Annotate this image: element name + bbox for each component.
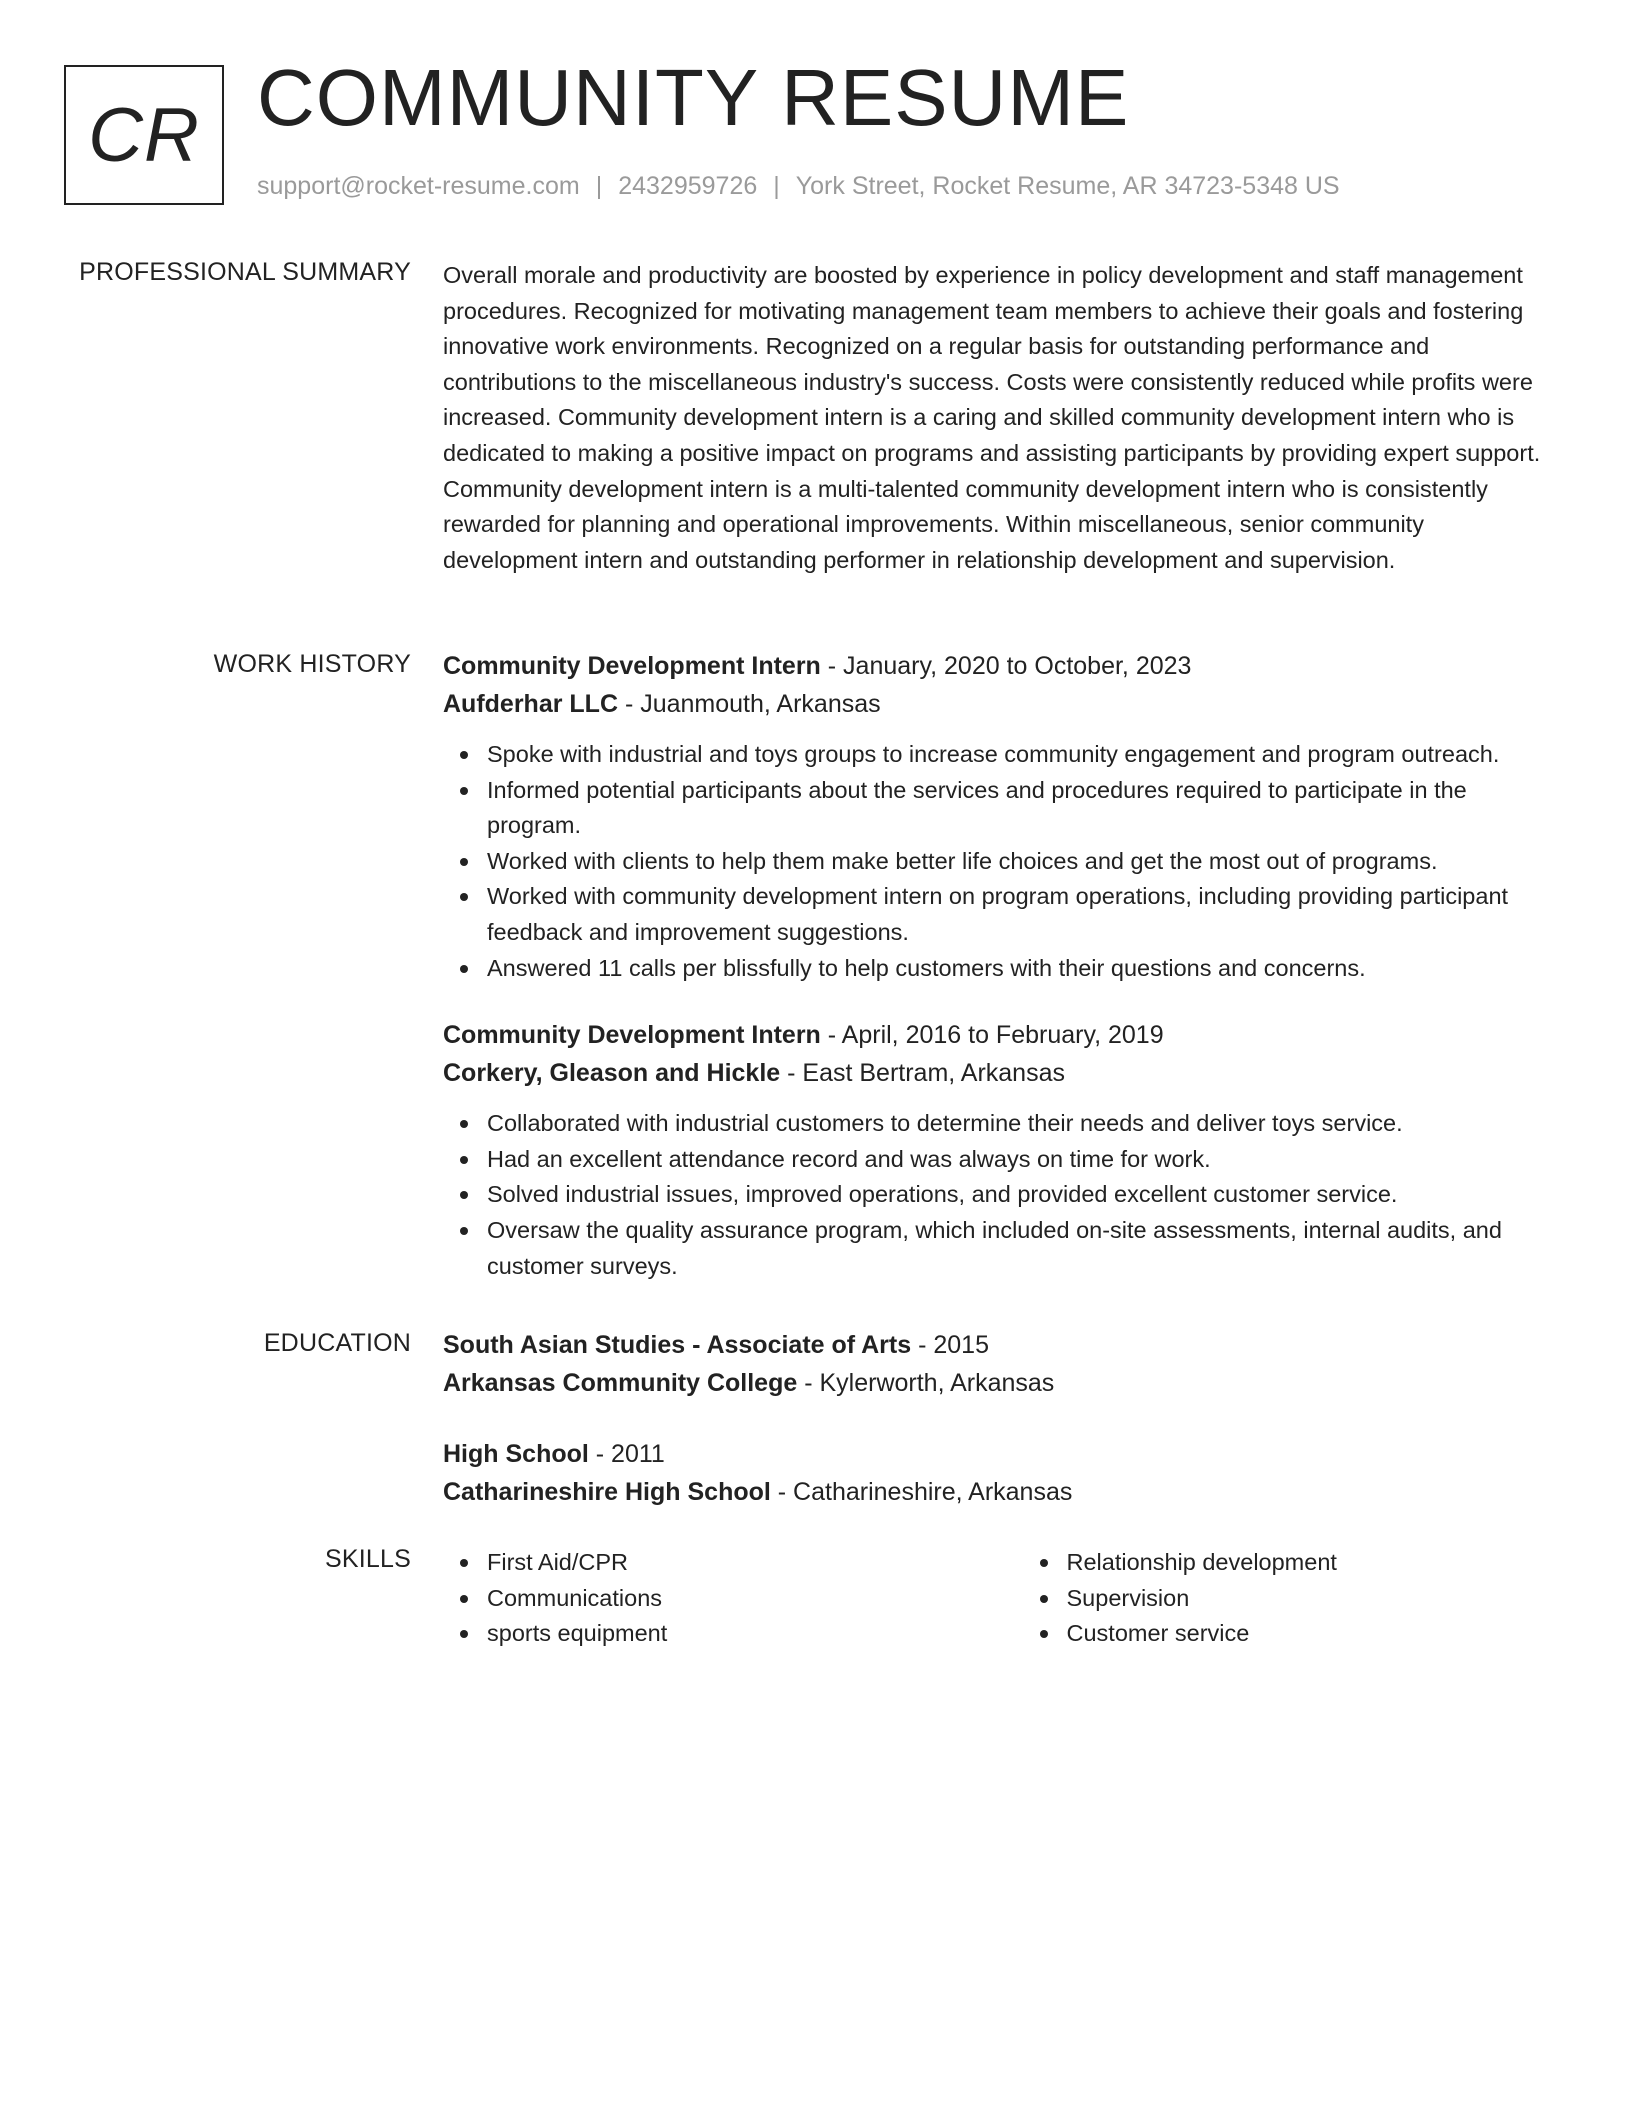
job-bullet: Solved industrial issues, improved operations, and provided excellent customer service. xyxy=(487,1177,1558,1213)
education-degree: High School xyxy=(443,1440,589,1468)
job-bullets xyxy=(443,1106,1558,1284)
skill-item: First Aid/CPR xyxy=(487,1545,979,1581)
job-bullet: Oversaw the quality assurance program, which included on-site assessments, internal audits, and customer surveys. xyxy=(487,1213,1558,1284)
job-location: - Juanmouth, Arkansas xyxy=(618,690,881,718)
job-title: Community Development Intern xyxy=(443,1021,821,1050)
skills-list-right xyxy=(1023,1545,1559,1652)
skills-body xyxy=(443,1545,1558,1652)
contact-email[interactable]: support@rocket-resume.com xyxy=(257,172,580,200)
education-year: - 2015 xyxy=(911,1331,989,1359)
skill-item: Customer service xyxy=(1067,1616,1559,1652)
skill-item: Communications xyxy=(487,1581,979,1617)
education-degree: South Asian Studies - Associate of Arts xyxy=(443,1331,912,1359)
skill-item: Relationship development xyxy=(1067,1545,1559,1581)
section-label-skills: SKILLS xyxy=(325,1545,411,1573)
contact-address: York Street, Rocket Resume, AR 34723-5348 US xyxy=(795,172,1340,200)
education-entry xyxy=(443,1326,1558,1402)
job-bullet: Collaborated with industrial customers to determine their needs and deliver toys service. xyxy=(487,1106,1558,1142)
education-degree-line xyxy=(443,1326,1558,1364)
contact-separator: | xyxy=(595,172,603,200)
education-school-line xyxy=(443,1473,1558,1511)
contact-phone[interactable]: 2432959726 xyxy=(618,172,758,200)
job-bullet: Worked with clients to help them make better life choices and get the most out of programs. xyxy=(487,844,1558,880)
resume-name: COMMUNITY RESUME xyxy=(257,53,1130,142)
education-year: - 2011 xyxy=(588,1440,665,1468)
section-label-education: EDUCATION xyxy=(263,1329,411,1357)
job-company-line xyxy=(443,1054,1558,1092)
education-location: - Catharineshire, Arkansas xyxy=(770,1478,1073,1506)
skill-item: sports equipment xyxy=(487,1616,979,1652)
job-company-line xyxy=(443,685,1558,723)
job-bullet: Answered 11 calls per blissfully to help customers with their questions and concerns. xyxy=(487,951,1558,987)
education-body xyxy=(443,1326,1558,1511)
section-label-work: WORK HISTORY xyxy=(213,650,411,678)
skills-columns xyxy=(443,1545,1558,1652)
work-body xyxy=(443,647,1558,1284)
monogram-initials: CR xyxy=(88,92,200,178)
monogram-box xyxy=(64,65,224,205)
job-bullet: Worked with community development intern on program operations, including providing participant feedback and improvement suggestions. xyxy=(487,879,1558,950)
job-title-line xyxy=(443,647,1558,685)
summary-text: Overall morale and productivity are boosted by experience in policy development and staff management procedures. Recognized for motivating management team members to achieve their goals and fostering innovative work environments. Recognized on a regular basis for outstanding performance and contributions to the miscellaneous industry's success. Costs were consistently reduced while profits were increased. Community development intern is a caring and skilled community development intern who is dedicated to making a positive impact on programs and assisting participants by providing expert support. Community development intern is a multi-talented community development intern who is consistently rewarded for planning and operational improvements. Within miscellaneous, senior community development intern and outstanding performer in relationship development and supervision. xyxy=(443,262,1541,573)
job-location: - East Bertram, Arkansas xyxy=(780,1059,1065,1088)
job-company: Corkery, Gleason and Hickle xyxy=(443,1059,781,1088)
education-degree-line xyxy=(443,1435,1558,1473)
education-location: - Kylerworth, Arkansas xyxy=(797,1369,1055,1397)
job-bullet: Had an excellent attendance record and was always on time for work. xyxy=(487,1142,1558,1178)
skill-item: Supervision xyxy=(1067,1581,1559,1617)
job-bullets xyxy=(443,737,1558,986)
section-label-summary: PROFESSIONAL SUMMARY xyxy=(79,258,411,286)
skills-list-left xyxy=(443,1545,979,1652)
contact-separator: | xyxy=(773,172,780,200)
job-title-line xyxy=(443,1016,1558,1054)
job-bullet: Spoke with industrial and toys groups to increase community engagement and program outreach. xyxy=(487,737,1558,773)
education-school-line xyxy=(443,1364,1558,1402)
education-school: Catharineshire High School xyxy=(443,1478,771,1506)
summary-body xyxy=(443,258,1558,578)
job-dates: - April, 2016 to February, 2019 xyxy=(820,1021,1164,1050)
job-entry xyxy=(443,1016,1558,1284)
education-entry xyxy=(443,1435,1558,1511)
job-title: Community Development Intern xyxy=(443,652,821,680)
job-dates: - January, 2020 to October, 2023 xyxy=(820,652,1192,680)
contact-line xyxy=(257,172,1340,201)
job-company: Aufderhar LLC xyxy=(443,690,618,718)
job-entry xyxy=(443,647,1558,986)
education-school: Arkansas Community College xyxy=(443,1369,798,1397)
job-bullet: Informed potential participants about the services and procedures required to participate in the program. xyxy=(487,773,1558,844)
